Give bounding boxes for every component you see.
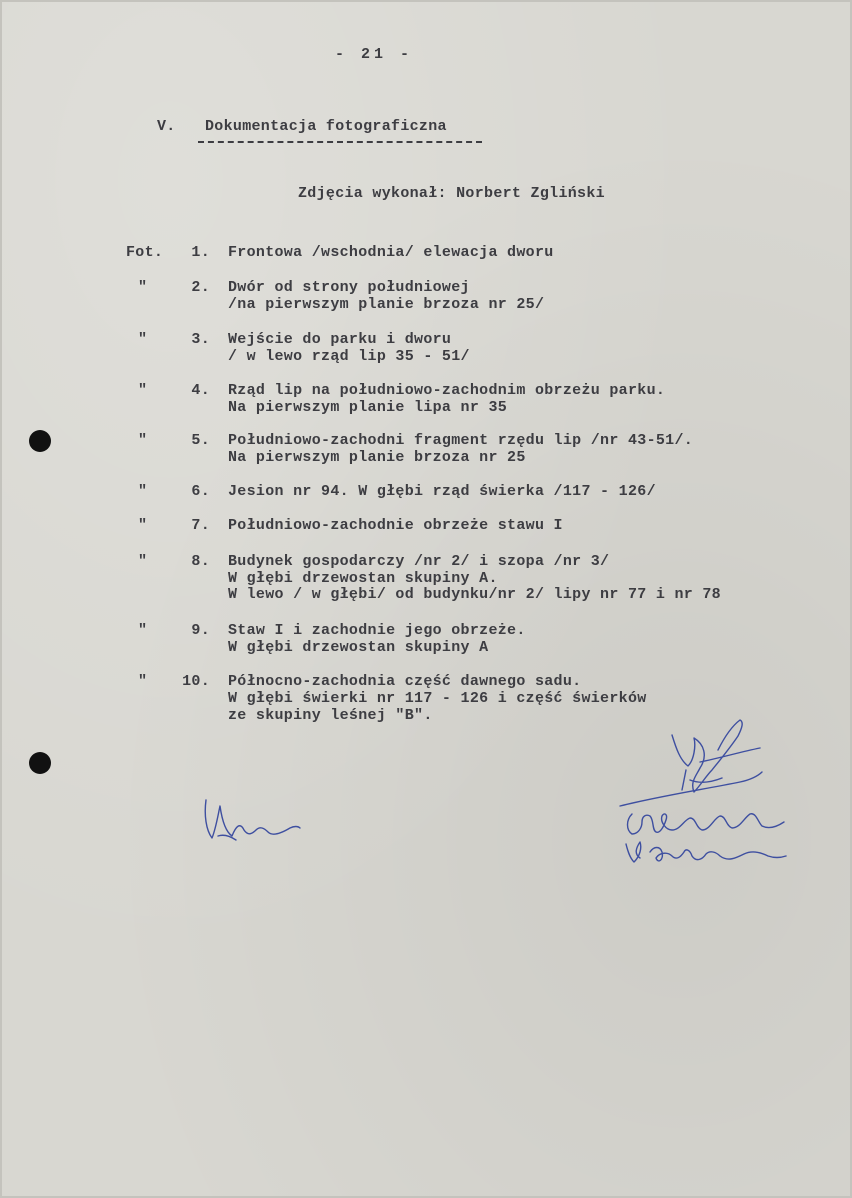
item-line: W głębi świerki nr 117 - 126 i część świerków	[228, 690, 647, 707]
item-line: W lewo / w głębi/ od budynku/nr 2/ lipy nr 77 i nr 78	[228, 586, 721, 603]
ditto-mark: "	[138, 432, 148, 449]
item-number: 8.	[191, 553, 210, 570]
item-line: ze skupiny leśnej "B".	[228, 707, 433, 724]
item-number: 4.	[191, 382, 210, 399]
ditto-mark: "	[138, 517, 148, 534]
item-number: 1.	[191, 244, 210, 261]
item-line: Północno-zachodnia część dawnego sadu.	[228, 673, 582, 690]
ditto-mark: "	[138, 279, 148, 296]
item-line: Staw I i zachodnie jego obrzeże.	[228, 622, 526, 639]
item-line: Rząd lip na południowo-zachodnim obrzeżu parku.	[228, 382, 666, 399]
item-line: Frontowa /wschodnia/ elewacja dworu	[228, 244, 554, 261]
item-line: W głębi drzewostan skupiny A.	[228, 570, 498, 587]
signature-left	[205, 800, 300, 838]
item-number: 9.	[191, 622, 210, 639]
section-title: Dokumentacja fotograficzna	[205, 118, 447, 135]
item-number: 7.	[191, 517, 210, 534]
item-line: Jesion nr 94. W głębi rząd świerka /117 - 126/	[228, 483, 656, 500]
item-line: W głębi drzewostan skupiny A	[228, 639, 489, 656]
photographer-line: Zdjęcia wykonał: Norbert Zgliński	[298, 185, 605, 202]
item-number: 3.	[191, 331, 210, 348]
item-line: Na pierwszym planie lipa nr 35	[228, 399, 508, 416]
ditto-mark: "	[138, 331, 148, 348]
ditto-mark: "	[138, 622, 148, 639]
item-number: 6.	[191, 483, 210, 500]
section-numeral: V.	[157, 118, 176, 135]
item-number: 2.	[191, 279, 210, 296]
ditto-mark: "	[138, 483, 148, 500]
signature-right-bottom	[626, 842, 786, 862]
item-line: / w lewo rząd lip 35 - 51/	[228, 348, 470, 365]
ditto-mark: "	[138, 382, 148, 399]
ditto-mark: "	[138, 553, 148, 570]
photo-list-prefix: Fot.	[126, 244, 164, 261]
item-line: Południowo-zachodnie obrzeże stawu I	[228, 517, 563, 534]
item-line: Południowo-zachodni fragment rzędu lip /nr 43-51/.	[228, 432, 694, 449]
item-line: Na pierwszym planie brzoza nr 25	[228, 449, 526, 466]
item-number: 10.	[182, 673, 210, 690]
item-line: Wejście do parku i dworu	[228, 331, 452, 348]
signature-right-scribble	[672, 720, 760, 792]
item-line: Dwór od strony południowej	[228, 279, 470, 296]
item-line: Budynek gospodarczy /nr 2/ i szopa /nr 3/	[228, 553, 610, 570]
item-number: 5.	[191, 432, 210, 449]
page-number: - 21 -	[335, 46, 414, 63]
ditto-mark: "	[138, 673, 148, 690]
item-line: /na pierwszym planie brzoza nr 25/	[228, 296, 545, 313]
signature-right-middle	[628, 814, 785, 834]
